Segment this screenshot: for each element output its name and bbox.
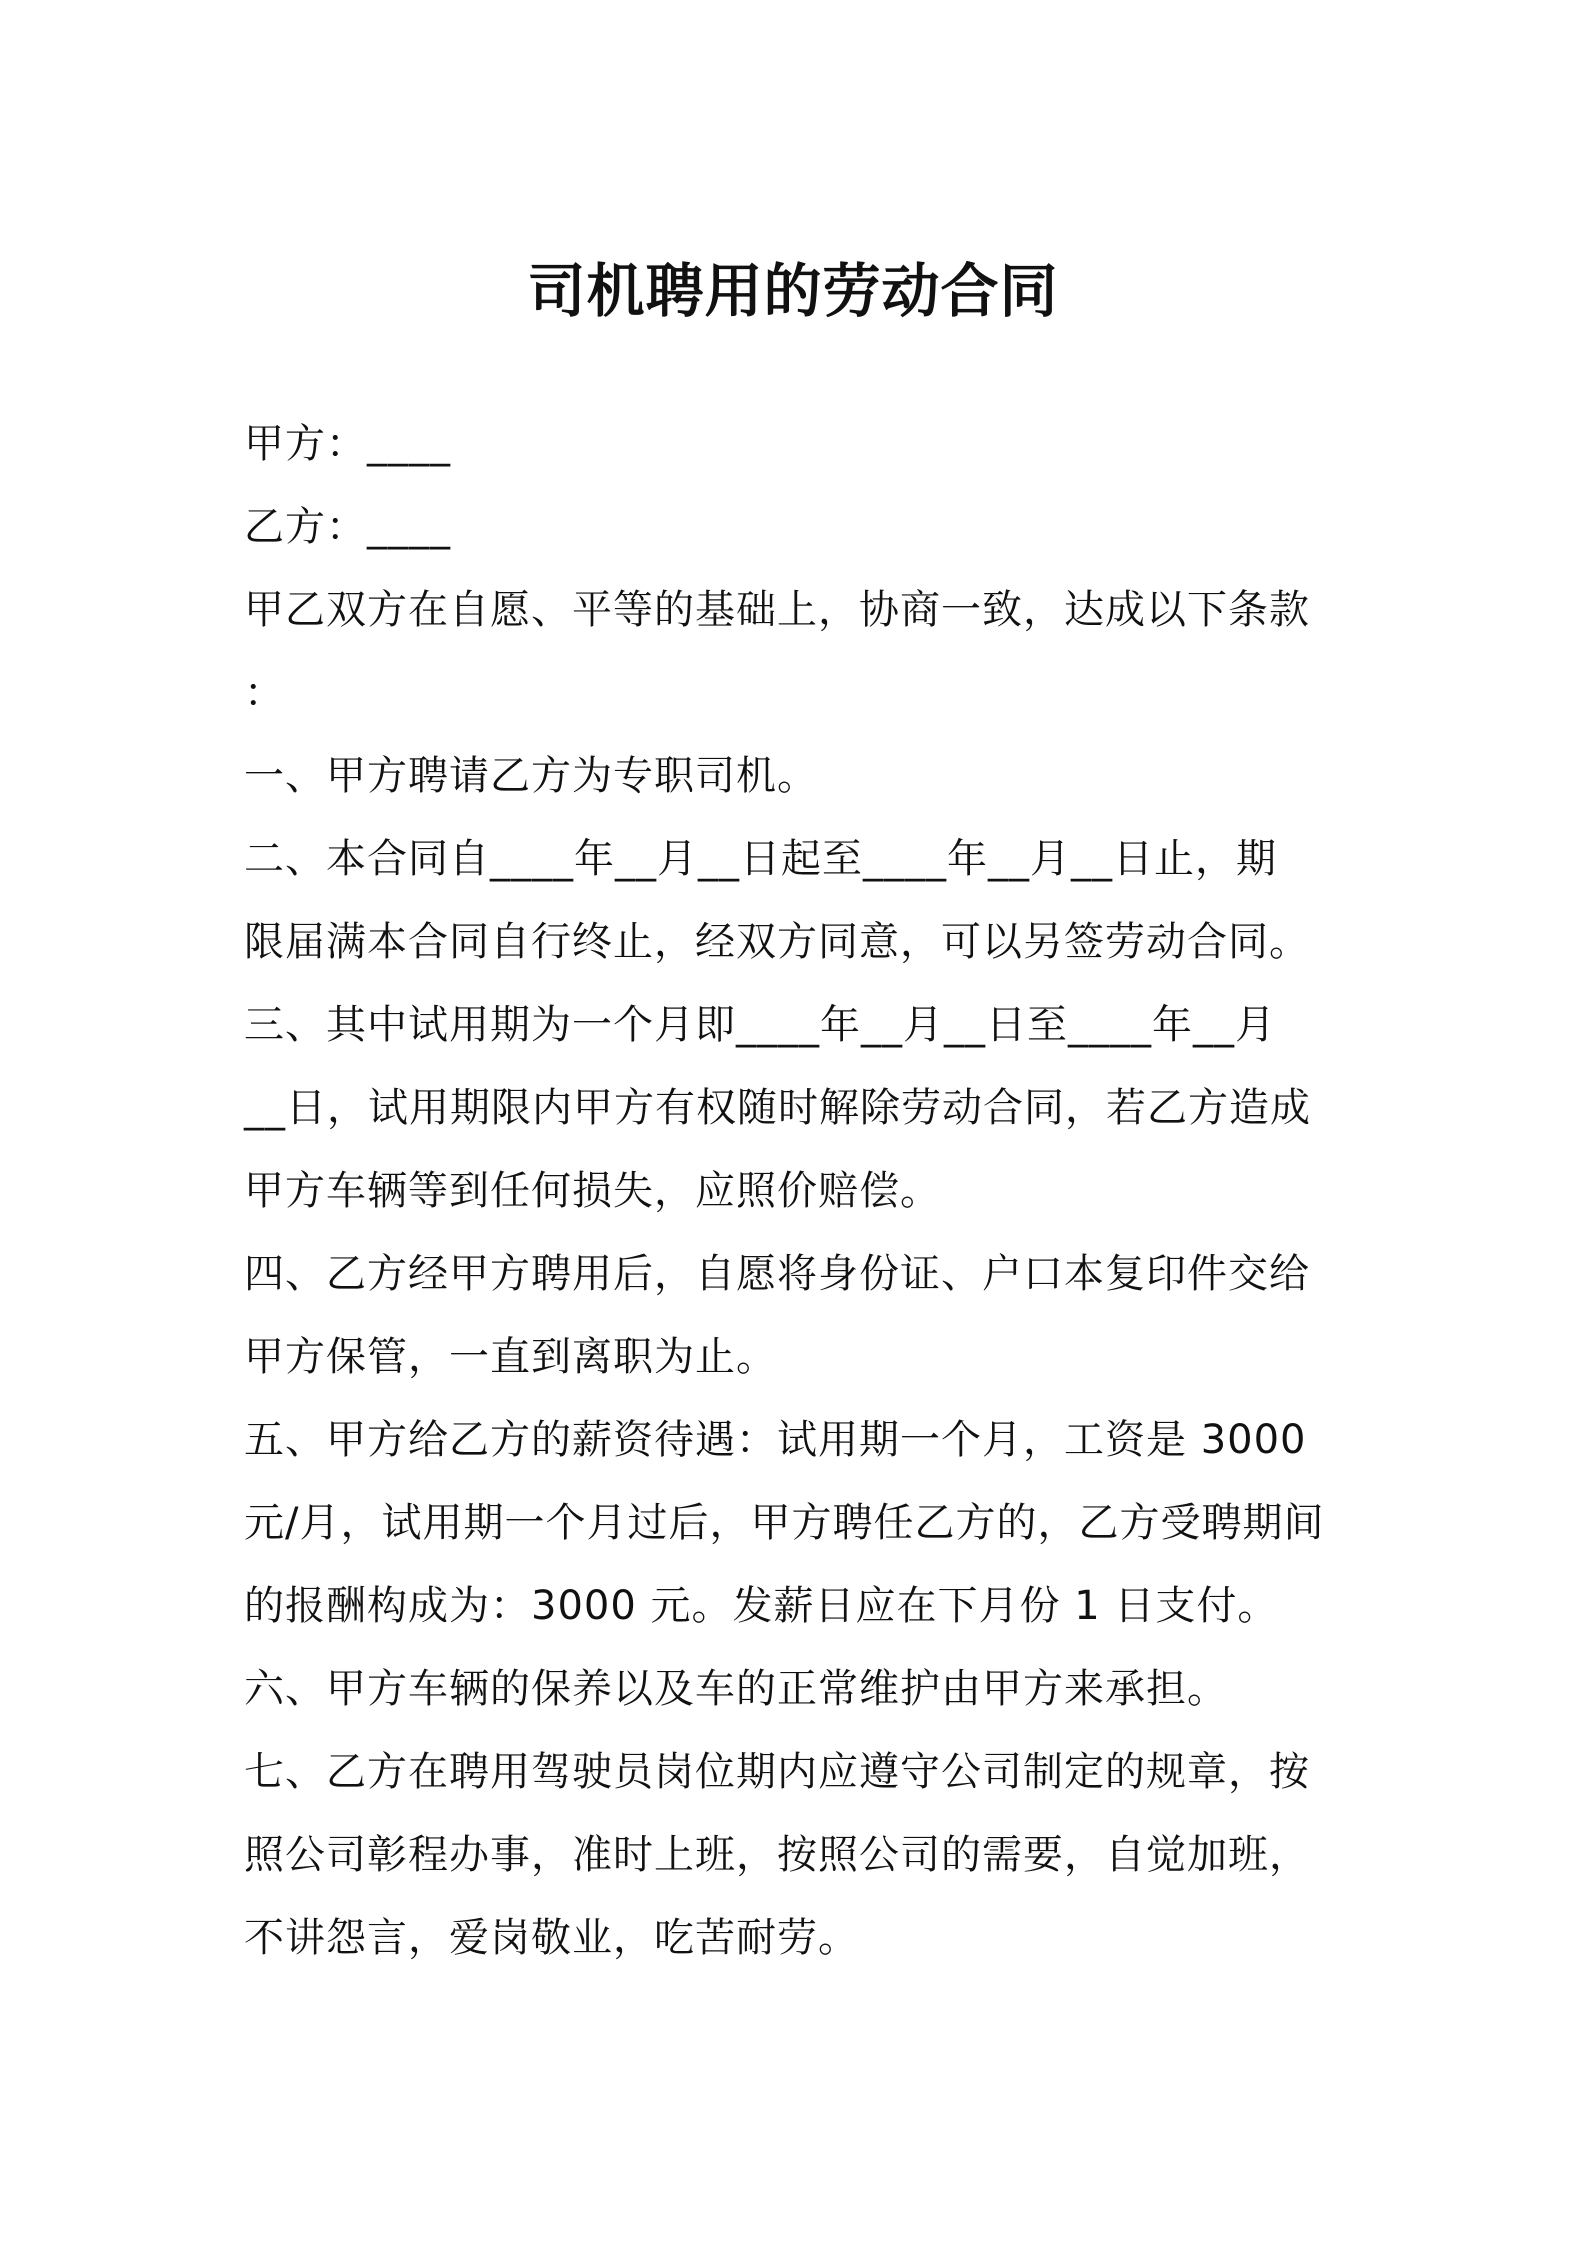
clause-7-line-2: 照公司彰程办事，准时上班，按照公司的需要，自觉加班， (244, 1832, 1310, 1878)
clause-4-line-1: 四、乙方经甲方聘用后，自愿将身份证、户口本复印件交给 (244, 1251, 1310, 1297)
clause-7-line-3: 不讲怨言，爱岗敬业，吃苦耐劳。 (244, 1915, 859, 1961)
clause-5-line-2: 元/月，试用期一个月过后，甲方聘任乙方的，乙方受聘期间 (244, 1500, 1325, 1546)
clause-7-line-1: 七、乙方在聘用驾驶员岗位期内应遵守公司制定的规章，按 (244, 1749, 1310, 1795)
preamble-line-1: 甲乙双方在自愿、平等的基础上，协商一致，达成以下条款 (244, 587, 1310, 633)
clause-4-line-2: 甲方保管，一直到离职为止。 (244, 1334, 777, 1380)
preamble-line-2: ： (244, 670, 285, 716)
party-b-line: 乙方：____ (244, 504, 451, 550)
clause-2-line-1: 二、本合同自____年__月__日起至____年__月__日止，期 (244, 836, 1277, 882)
clause-5-line-3: 的报酬构成为：3000 元。发薪日应在下月份 1 日支付。 (244, 1583, 1279, 1629)
clause-5-line-1: 五、甲方给乙方的薪资待遇：试用期一个月，工资是 3000 (244, 1417, 1307, 1463)
clause-1-line-1: 一、甲方聘请乙方为专职司机。 (244, 753, 818, 799)
document-title: 司机聘用的劳动合同 (527, 257, 1059, 325)
party-a-line: 甲方：____ (244, 421, 451, 467)
clause-3-line-1: 三、其中试用期为一个月即____年__月__日至____年__月 (244, 1002, 1276, 1048)
clause-2-line-2: 限届满本合同自行终止，经双方同意，可以另签劳动合同。 (244, 919, 1310, 965)
clause-3-line-3: 甲方车辆等到任何损失，应照价赔偿。 (244, 1168, 941, 1214)
clause-6-line-1: 六、甲方车辆的保养以及车的正常维护由甲方来承担。 (244, 1666, 1228, 1712)
clause-3-line-2: __日，试用期限内甲方有权随时解除劳动合同，若乙方造成 (244, 1085, 1311, 1131)
